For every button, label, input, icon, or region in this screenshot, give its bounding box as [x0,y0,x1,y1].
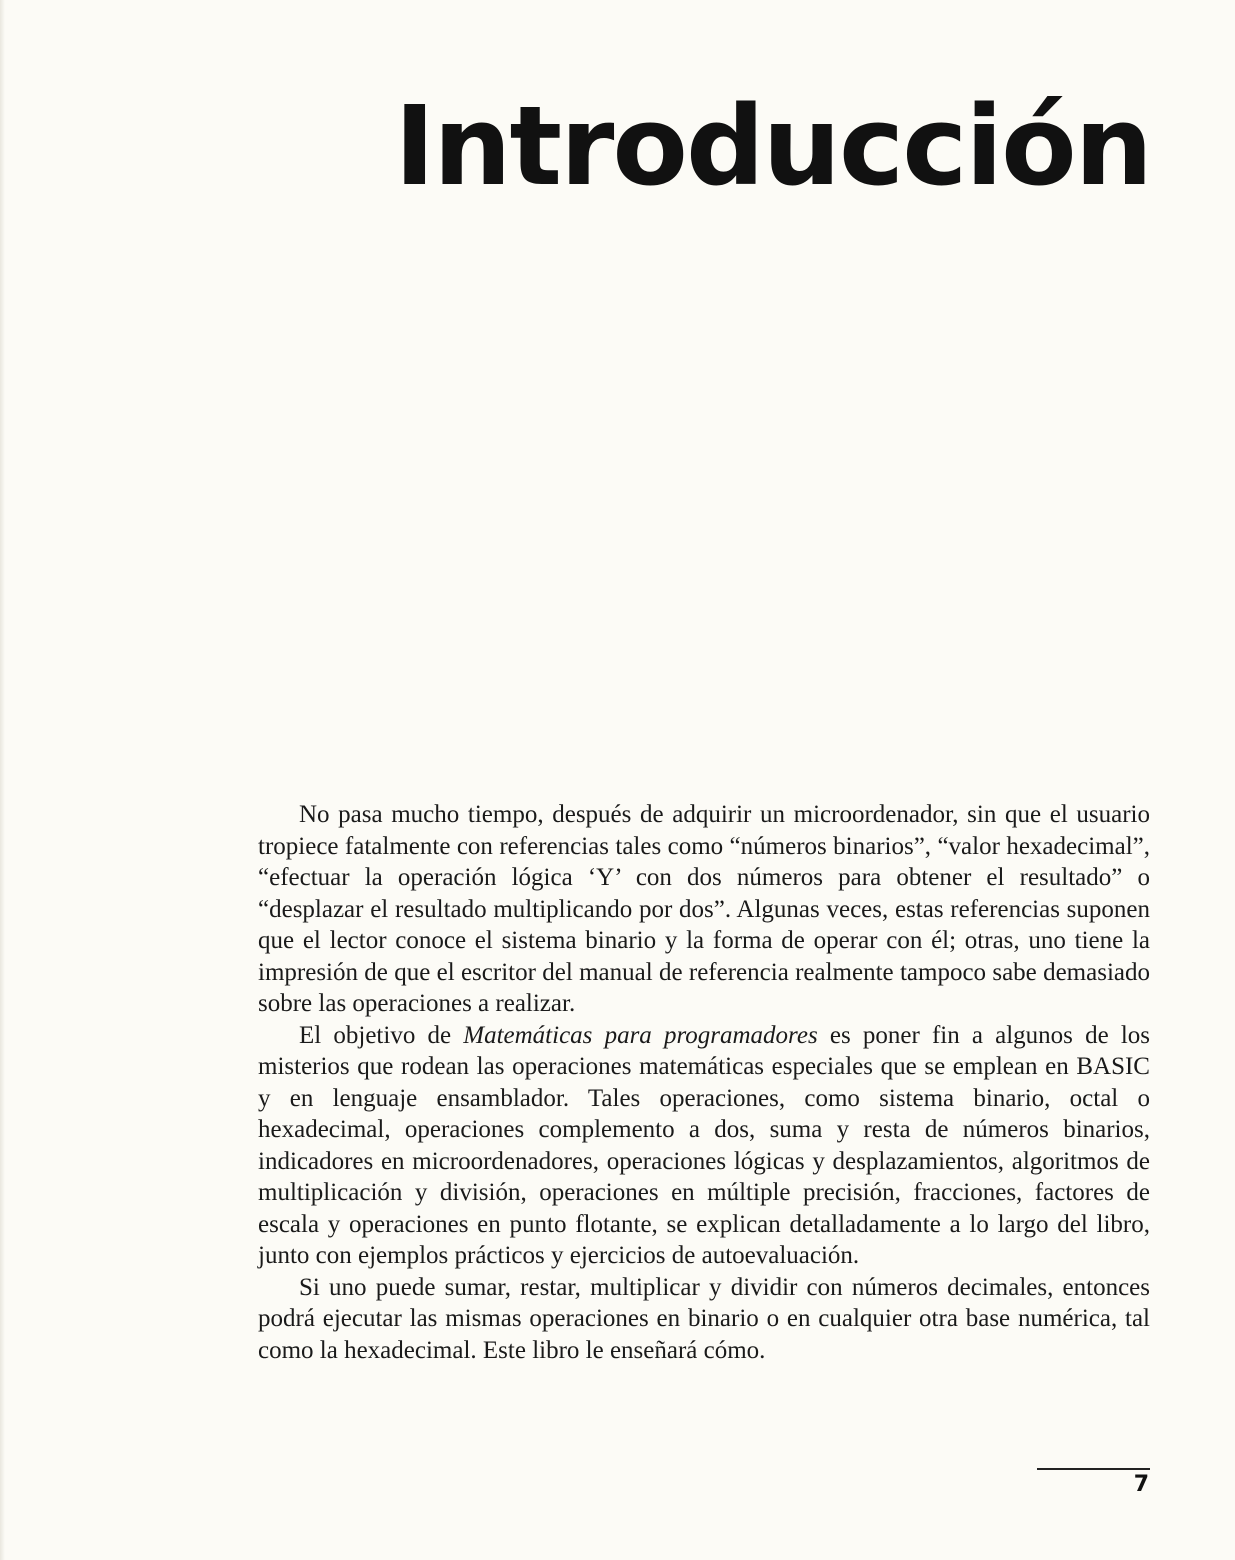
chapter-title: Introducción [394,82,1151,210]
book-title: Matemáticas para programadores [463,1021,818,1049]
paragraph-3: Si uno puede sumar, restar, multiplicar y dividir con números decimales, entonces podrá ejecutar las mismas operaciones en binario o en cualquier otra base numérica, tal como la hexadecimal. Este libro le enseñará cómo. [258,1273,1150,1364]
paragraph-1: No pasa mucho tiempo, después de adquirir un microordenador, sin que el usuario tropiece fatalmente con referencias tales como “números binarios”, “valor hexadecimal”, “efectuar la operación lógica ‘Y’ con dos números para obtener el resultado” o “desplazar el resultado multiplicando por dos”. Algunas veces, estas referencias suponen que el lector conoce el sistema binario y la forma de operar con él; otras, uno tiene la impresión de que el escritor del manual de referencia realmente tampoco sabe demasiado sobre las operaciones a realizar. [258,801,1150,1017]
page-edge-shadow [0,0,5,1560]
paragraph-2 [258,1020,1150,1272]
paragraph-2-lead: El objetivo de [299,1021,464,1049]
paragraph-2-rest: es poner fin a algunos de los misterios que rodean las operaciones matemáticas especiales que se emplean en BASIC y en lenguaje ensamblador. Tales operaciones, como sistema binario, octal o hexadecimal, operaciones complemento a dos, suma y resta de números binarios, indicadores en microordenadores, operaciones lógicas y desplazamientos, algoritmos de multiplicación y división, operaciones en múltiple precisión, fracciones, factores de escala y operaciones en punto flotante, se explican detalladamente a lo largo del libro, junto con ejemplos prácticos y ejercicios de autoevaluación. [258,1021,1151,1269]
body-text [258,799,1150,1366]
page-number: 7 [1133,1472,1149,1497]
